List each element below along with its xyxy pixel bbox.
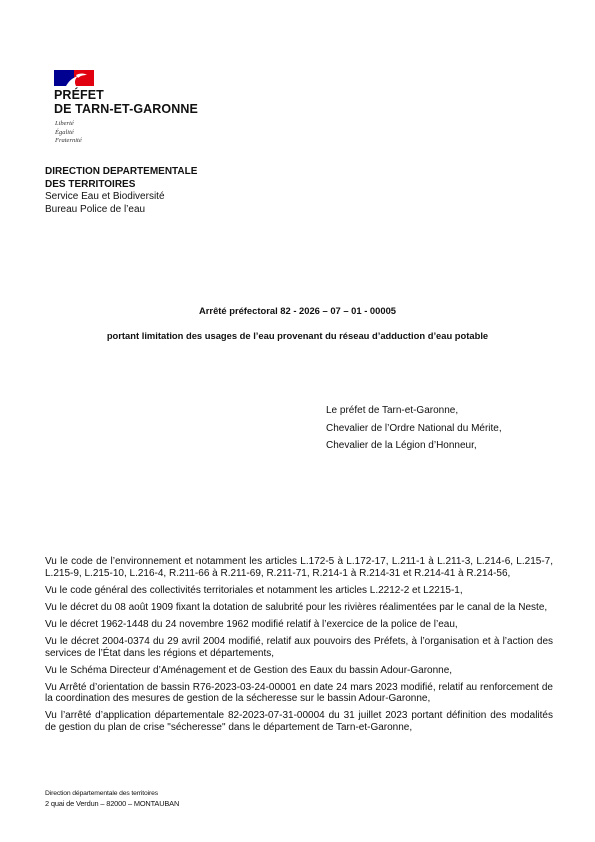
- arrete-title: Arrêté préfectoral 82 - 2026 – 07 – 01 - 00005: [199, 305, 396, 316]
- arrete-subject: portant limitation des usages de l’eau provenant du réseau d’adduction d’eau potable: [106, 330, 489, 341]
- considerant-item: Vu le code général des collectivités territoriales et notamment les articles L.2212-2 et L2215-1,: [45, 584, 463, 596]
- marianne-logo: [54, 70, 94, 86]
- direction-service: Service Eau et Biodiversité: [45, 191, 165, 202]
- devise-fraternite: Fraternité: [55, 137, 82, 144]
- considerant-item: Vu Arrêté d’orientation de bassin R76-2023-03-24-00001 en date 24 mars 2023 modifié, relatif au renforcement de la coordination des mesures de gestion de la sécheresse sur le bassin Adour-Garonne,: [45, 681, 553, 705]
- signatory-block: [326, 402, 502, 455]
- footer-line1: Direction départementale des territoires: [45, 790, 159, 797]
- considerant-item: Vu le décret du 08 août 1909 fixant la dotation de salubrité pour les rivières réalimentées par le canal de la Neste,: [45, 601, 548, 613]
- signatory-line2: Chevalier de l’Ordre National du Mérite,: [326, 422, 502, 434]
- direction-block: [45, 166, 197, 216]
- considerant-item: Vu l’arrêté d’application départementale 82-2023-07-31-00004 du 31 juillet 2023 portant définition des modalités de gestion du plan de crise "sécheresse" dans le département de Tarn-et-Garonne,: [45, 710, 553, 734]
- signatory-line1: Le préfet de Tarn-et-Garonne,: [326, 405, 459, 416]
- prefet-line1: PRÉFET: [54, 88, 104, 102]
- signatory-line3: Chevalier de la Légion d’Honneur,: [326, 440, 477, 451]
- devise-egalite: Égalité: [55, 128, 74, 136]
- considerant-item: Vu le code de l’environnement et notamment les articles L.172-5 à L.172-17, L.211-1 à L.211-3, L.214-6, L.215-7, L.215-9, L.215-10, L.216-4, R.211-66 à R.211-69, R.211-71, R.214-1 à R.214-31 et R.214-41 à R.214-56,: [45, 556, 553, 579]
- devise-republicaine: [55, 120, 82, 146]
- direction-line2: DES TERRITOIRES: [45, 178, 136, 190]
- prefet-line2: DE TARN-ET-GARONNE: [54, 102, 198, 116]
- considerant-item: Vu le décret 2004-0374 du 29 avril 2004 modifié, relatif aux pouvoirs des Préfets, à l’organisation et à l’action des services de l’État dans les régions et départements,: [45, 635, 553, 659]
- considerants-list: [45, 556, 553, 739]
- considerant-item: Vu le Schéma Directeur d’Aménagement et de Gestion des Eaux du bassin Adour-Garonne,: [45, 664, 453, 676]
- considerant-item: Vu le décret 1962-1448 du 24 novembre 1962 modifié relatif à l’exercice de la police de l’eau,: [45, 618, 458, 630]
- direction-line1: DIRECTION DEPARTEMENTALE: [45, 166, 198, 177]
- footer-address: 2 quai de Verdun – 82000 – MONTAUBAN: [45, 799, 180, 808]
- devise-liberte: Liberté: [55, 120, 74, 127]
- direction-bureau: Bureau Police de l’eau: [45, 203, 146, 215]
- prefet-heading: [54, 88, 198, 116]
- page-footer: [45, 789, 179, 809]
